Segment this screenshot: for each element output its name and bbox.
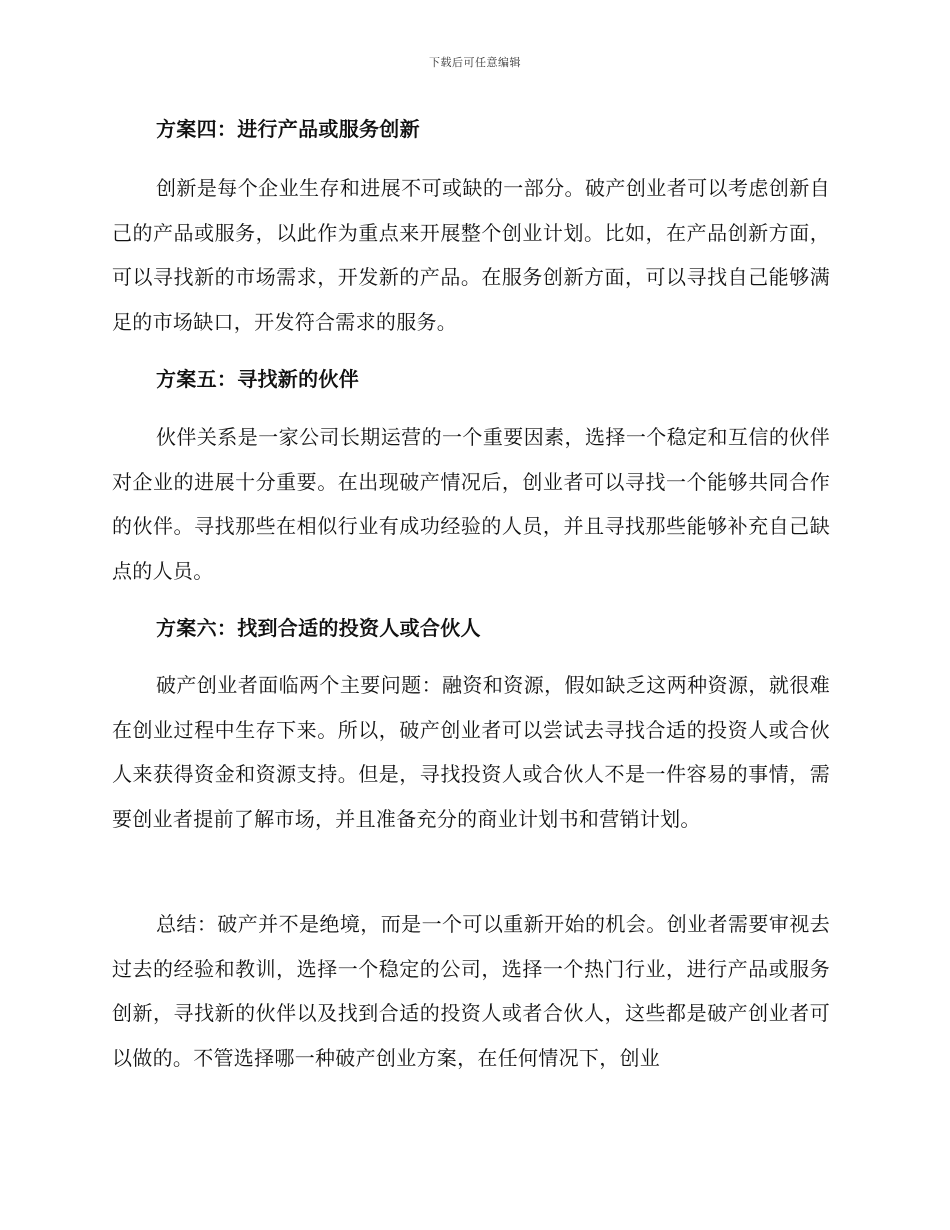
- section-heading-4: 方案四：进行产品或服务创新: [156, 117, 420, 141]
- section-heading-6: 方案六：找到合适的投资人或合伙人: [156, 616, 481, 640]
- section-heading-5: 方案五：寻找新的伙伴: [156, 367, 359, 391]
- page-header-note: 下载后可任意编辑: [429, 56, 521, 69]
- summary-paragraph: 总结：破产并不是绝境，而是一个可以重新开始的机会。创业者需要审视去过去的经验和教训，选择一个稳定的公司，选择一个热门行业，进行产品或服务创新，寻找新的伙伴以及找到合适的投资人或者合伙人，这些都是破产创业者可以做的。不管选择哪一种破产创业方案，在任何情况下，创业: [112, 912, 830, 1070]
- section-paragraph-6: 破产创业者面临两个主要问题：融资和资源，假如缺乏这两种资源，就很难在创业过程中生存下来。所以，破产创业者可以尝试去寻找合适的投资人或合伙人来获得资金和资源支持。但是，寻找投资人或合伙人不是一件容易的事情，需要创业者提前了解市场，并且准备充分的商业计划书和营销计划。: [112, 673, 830, 831]
- section-paragraph-5: 伙伴关系是一家公司长期运营的一个重要因素，选择一个稳定和互信的伙伴对企业的进展十分重要。在出现破产情况后，创业者可以寻找一个能够共同合作的伙伴。寻找那些在相似行业有成功经验的人员，并且寻找那些能够补充自己缺点的人员。: [112, 425, 830, 583]
- section-paragraph-4: 创新是每个企业生存和进展不可或缺的一部分。破产创业者可以考虑创新自己的产品或服务，以此作为重点来开展整个创业计划。比如，在产品创新方面，可以寻找新的市场需求，开发新的产品。在服务创新方面，可以寻找自己能够满足的市场缺口，开发符合需求的服务。: [112, 176, 830, 334]
